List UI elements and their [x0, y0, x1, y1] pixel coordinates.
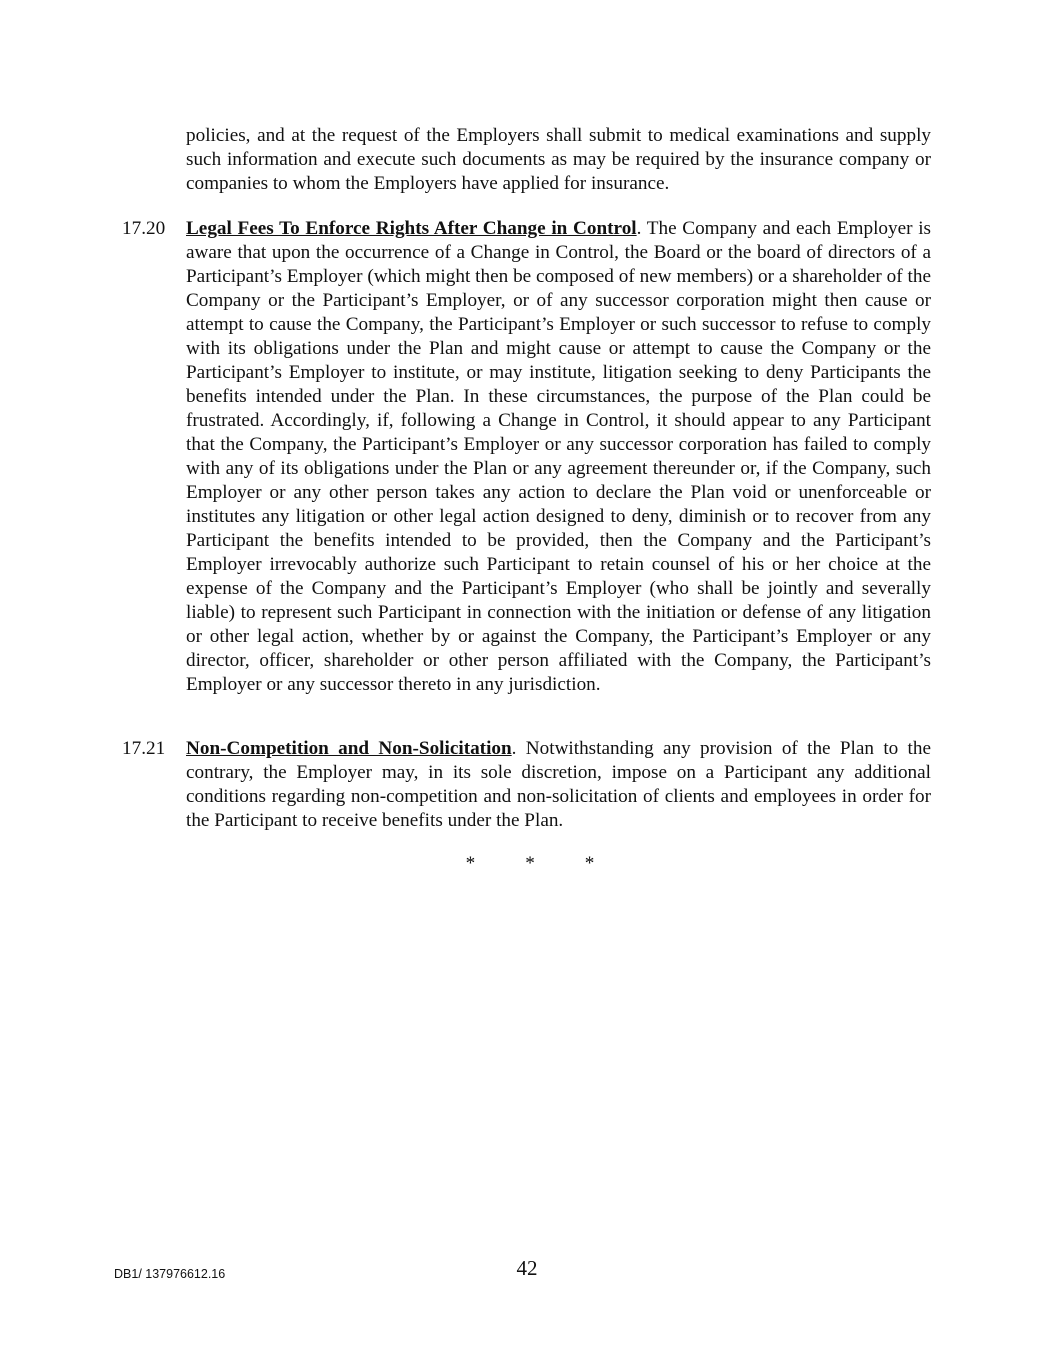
continuation-paragraph: policies, and at the request of the Employers shall submit to medical examinations and supply such information and execute such documents as may be required by the insurance company or companies to whom the Employers have applied for insurance. [186, 125, 931, 194]
section-17-21 [122, 737, 931, 833]
footer-document-id: DB1/ 137976612.16 [114, 1267, 226, 1281]
section-number: 17.21 [122, 738, 166, 759]
section-body [186, 737, 931, 833]
section-text: . The Company and each Employer is aware that upon the occurrence of a Change in Control, the Board or the board of directors of a Participant’s Employer (which might then be composed of new members) or a shareholder of the Company or the Participant’s Employer, or of any successor corporation might then cause or attempt to cause the Company, the Participant’s Employer or such successor to refuse to comply with its obligations under the Plan and might cause or attempt to cause the Company or the Participant’s Employer to institute, or may institute, litigation seeking to deny Participants the benefits intended under the Plan. In these circumstances, the purpose of the Plan could be frustrated. Accordingly, if, following a Change in Control, it should appear to any Participant that the Company, the Participant’s Employer or any successor corporation has failed to comply with any of its obligations under the Plan or any agreement thereunder or, if the Company, such Employer or any other person takes any action to declare the Plan void or unenforceable or institutes any litigation or other legal action designed to deny, diminish or to recover from any Participant the benefits intended to be provided, then the Company and the Participant’s Employer irrevocably authorize such Participant to retain counsel of his or her choice at the expense of the Company and the Participant’s Employer (who shall be jointly and severally liable) to represent such Participant in connection with the initiation or defense of any litigation or other legal action, whether by or against the Company, the Participant’s Employer or any director, officer, shareholder or other person affiliated with the Company, the Participant’s Employer or any successor thereto in any jurisdiction. [186, 218, 931, 695]
section-separator [430, 852, 630, 876]
section-text: . Notwithstanding any provision of the Plan to the contrary, the Employer may, in its sole discretion, impose on a Participant any additional conditions regarding non-competition and non-solicitation of clients and employees in order for the Participant to receive benefits under the Plan. [186, 738, 932, 831]
separator-star: * [584, 853, 595, 874]
section-heading: Non-Competition and Non-Solicitation [186, 738, 512, 759]
separator-star: * [525, 853, 535, 874]
page-number: 42 [516, 1256, 538, 1280]
separator-star: * [465, 853, 476, 874]
section-17-20 [122, 217, 931, 697]
section-heading: Legal Fees To Enforce Rights After Change in Control [186, 218, 637, 239]
section-body [186, 217, 931, 697]
section-number: 17.20 [122, 218, 166, 239]
